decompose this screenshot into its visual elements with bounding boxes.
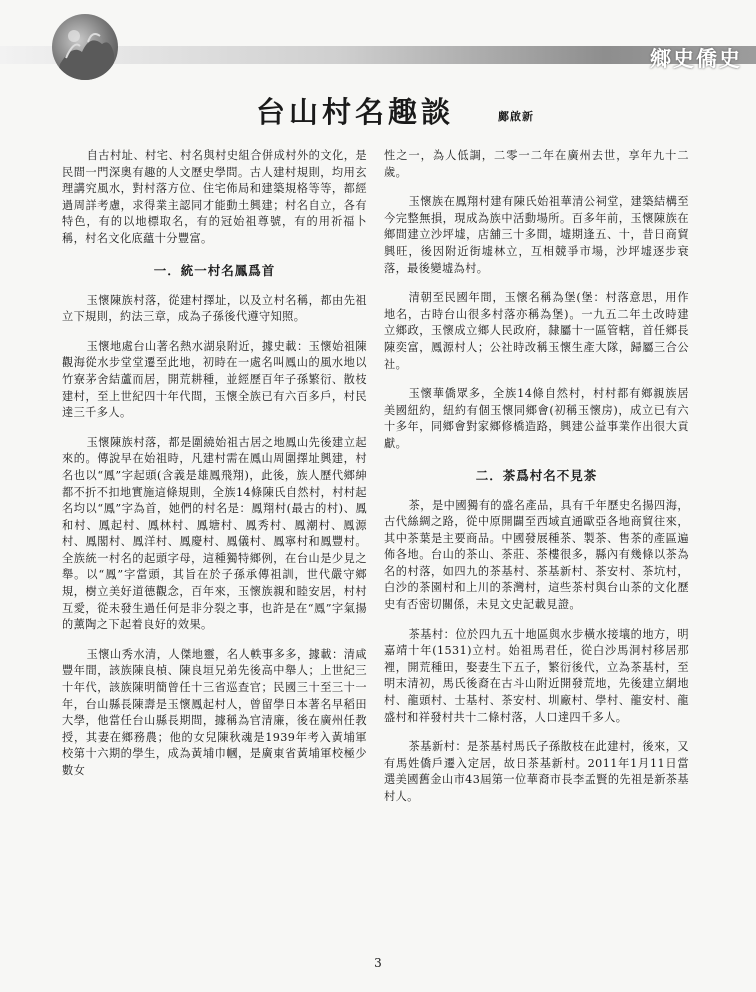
header-banner <box>0 0 756 80</box>
body-paragraph: 玉懷陳族村落，從建村擇址，以及立村名稱，都由先祖立下規則，約法三章，成為子孫後代遵守知照。 <box>62 293 367 324</box>
body-paragraph: 玉懷華僑眾多，全族14條自然村，村村都有鄉親族居美國紐約，紐約有個玉懷同鄉會(初稱玉懷房)，成立已有六十多年，同鄉會對家鄉修橋造路，興建公益事業作出很大貢獻。 <box>384 387 689 450</box>
body-paragraph: 茶基村：位於四九五十地區與水步橫水接壤的地方，明嘉靖十年(1531)立村。始祖馬君任，從白沙馬洞村移居那裡，開荒種田，娶妻生下五子，繁衍後代，立為茶基村，至明末清初，馬氏後裔在古斗山附近開發荒地，先後建立網地村、龍頭村、士基村、茶安村、圳廠村、學村、龍安村、龍盛村和祥發村共十二條村落，人口達四千多人。 <box>384 627 689 724</box>
body-paragraph: 玉懷地處台山著名熱水湖泉附近，據史載：玉懷始祖陳觀海從水步堂堂遷至此地，初時在一處名叫鳳山的風水地以竹寮茅舍結蘆而居，開荒耕種，並經歷百年子孫繁衍、散枝建村，至上世紀四十年代間，玉懷全族已有六百多戶，村民達三千多人。 <box>62 339 367 420</box>
section-title: 鄉史僑史 <box>650 47 742 71</box>
body-paragraph: 清朝至民國年間，玉懷名稱為堡(堡：村落意思，用作地名，古時台山很多村落亦稱為堡)。一九五二年土改時建立鄉政，玉懷成立鄉人民政府，隸屬十一區管轄，首任鄉長陳奕富，鳳源村人；公社時改稱玉懷生產大隊，歸屬三合公社。 <box>384 291 689 371</box>
body-paragraph: 自古村址、村宅、村名與村史組合併成村外的文化，是民間一門深奧有趣的人文歷史學問。古人建村規則，均用玄理講究風水，對村落方位、住宅佈局和建築規格等等，都經過周詳考慮，求得業主認同才能動土興建；村名自立，各有特色，有的以地標取名，有的冠始祖尊號，有的用祈福卜稱，村名文化底蘊十分豐富。 <box>62 149 367 245</box>
section-heading: 一．統一村名鳳爲首 <box>153 262 276 278</box>
left-column <box>62 148 367 793</box>
body-paragraph: 性之一，為人低調，二零一二年在廣州去世，享年九十二歲。 <box>384 149 689 179</box>
body-paragraph: 茶基新村：是茶基村馬氏子孫散枝在此建村，後來，又有馬姓僑戶遷入定居，故日茶基新村。2011年1月11日當選美國舊金山市43屆第一位華裔市長李孟賢的先祖是新茶基村人。 <box>384 740 689 803</box>
body-paragraph: 玉懷山秀水清，人傑地靈，名人軼事多多，據載：清咸豐年間，該族陳良楨、陳良垣兄弟先後高中舉人；上世紀三十年代，該族陳明簡曾任十三省巡查官；民國三十至三十一年，台山縣長陳壽是玉懷鳳起村人，曾留學日本著名早稻田大學，他當任台山縣長期間，據稱為官清廉，後在廣州任教授，其妻在鄉務農；他的女兒陳秋魂是1939年考入黃埔軍校第十六期的學生，成為黃埔巾幗，是廣東省黃埔軍校極少數女 <box>62 647 367 777</box>
body-paragraph: 玉懷族在鳳翔村建有陳氏始祖華清公祠堂，建築結構至今完整無損，現成為族中活動場所。百多年前，玉懷陳族在鄉間建立沙坪墟，店舖三十多間，墟期逢五、十，昔日商貿興旺，後因附近街墟林立，互相競爭市場，沙坪墟逐步衰落，最後變墟為村。 <box>384 195 689 275</box>
banner-emblem-icon <box>52 14 118 80</box>
section-heading: 二．茶爲村名不見茶 <box>475 467 598 483</box>
article-title: 台山村名趣談 <box>255 95 454 129</box>
article-author: 鄺啟新 <box>498 110 534 123</box>
right-column <box>384 148 689 819</box>
page-number: 3 <box>374 956 382 970</box>
body-paragraph: 玉懷陳族村落，都是圍繞始祖古居之地鳳山先後建立起來的。傳說早在始祖時，凡建村需在鳳山周圍擇址興建，村名也以“鳳”字起頭(含義是雄鳳飛翔)，此後，族人歷代鄉紳都不折不扣地實施這條規則，全族14條陳氏自然村，村村起名均以“鳳”字為首，她們的村名是：鳳翔村(最古的村)、鳳和村、鳳起村、鳳林村、鳳塘村、鳳秀村、鳳潮村、鳳源村、鳳閣村、鳳洋村、鳳慶村、鳳儀村、鳳寧村和鳳豐村。全族統一村名的起頭字母，這種獨特鄉例，在台山是少見之舉。以“鳳”字當頭，其旨在於子孫承傳祖訓，世代嚴守鄉規，樹立美好道德觀念，百年來，玉懷族親和睦安居，村村互愛，從未發生過任何是非分裂之事，也許是在“鳳”字氣揚的薰陶之下起着良好的效果。 <box>62 435 367 632</box>
body-paragraph: 茶，是中國獨有的盛名產品，具有千年歷史名揚四海，古代絲綢之路，從中原開闢至西域直通歐亞各地商貿往來，其中茶葉是主要商品。中國發展種茶、製茶、售茶的產區遍佈各地。台山的茶山、茶莊、茶樓很多，縣內有幾條以茶為名的村落，如四九的茶基村、茶基新村、茶安村、茶坑村，白沙的茶園村和上川的茶灣村，這些茶村與台山茶的文化歷史有否密切關係，未見文史記載見證。 <box>384 498 689 612</box>
